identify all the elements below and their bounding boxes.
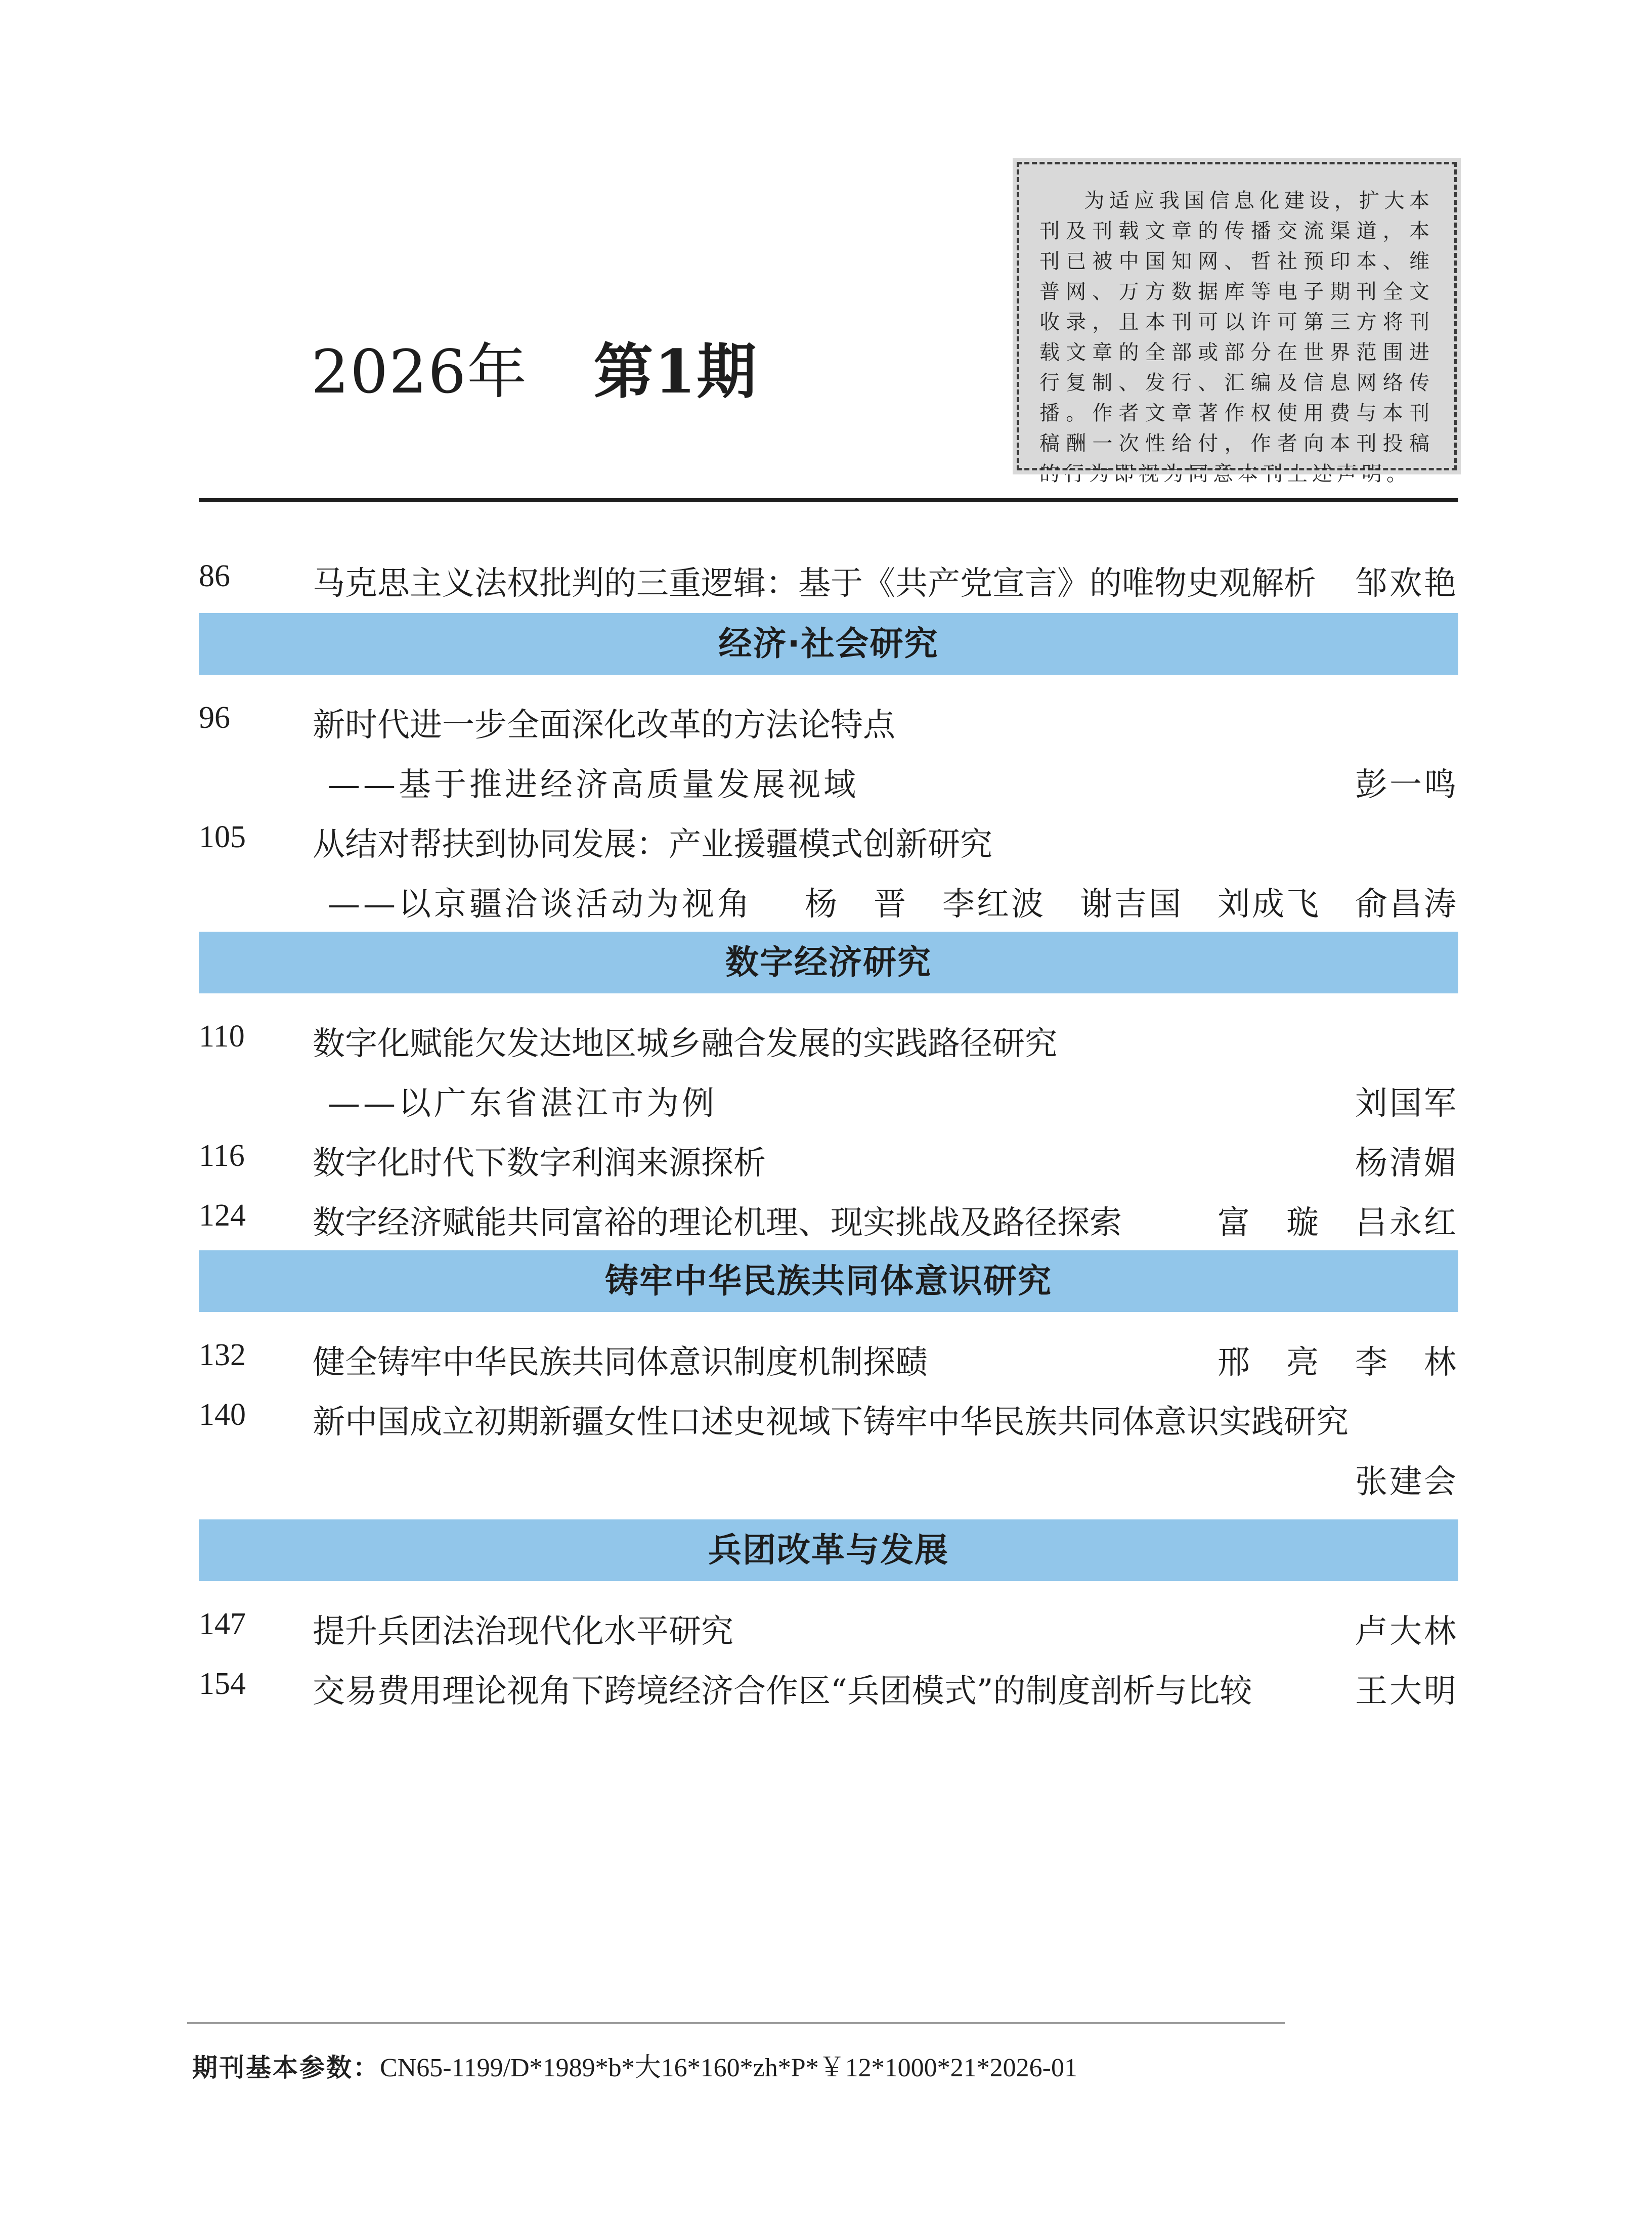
- section-heading: 数字经济研究: [199, 932, 1458, 993]
- toc-entry[interactable]: [199, 1325, 1458, 1385]
- issue-title: [311, 324, 757, 410]
- article-author: 刘国军: [1355, 1085, 1458, 1122]
- page-number: 147: [199, 1607, 246, 1641]
- toc-entry-subtitle: [199, 1066, 1458, 1126]
- toc-entry[interactable]: [199, 546, 1458, 608]
- article-author: 卢大林: [1355, 1613, 1458, 1650]
- journal-parameters: [192, 2046, 1077, 2084]
- toc-entry[interactable]: [199, 1186, 1458, 1245]
- section-heading: 兵团改革与发展: [199, 1519, 1458, 1581]
- article-author: 杨 晋 李红波 谢吉国 刘成飞 俞昌涛: [805, 886, 1458, 923]
- parameters-value: CN65-1199/D*1989*b*大16*160*zh*P*￥12*1000*21*2026-01: [380, 2054, 1077, 2082]
- toc-entry[interactable]: [199, 1126, 1458, 1186]
- issue-number: 第1期: [593, 336, 758, 407]
- article-subtitle: ——基于推进经济高质量发展视域: [328, 766, 859, 804]
- toc-entry[interactable]: [199, 688, 1458, 748]
- article-subtitle: ——以京疆洽谈活动为视角: [328, 886, 753, 923]
- page-number: 154: [199, 1667, 246, 1701]
- article-title[interactable]: 新中国成立初期新疆女性口述史视域下铸牢中华民族共同体意识实践研究: [313, 1404, 1349, 1441]
- article-author: 富 璇 吕永红: [1218, 1204, 1458, 1242]
- article-title[interactable]: 从结对帮扶到协同发展：产业援疆模式创新研究: [313, 826, 992, 863]
- article-author: 王大明: [1355, 1673, 1458, 1710]
- header-divider: [199, 498, 1458, 502]
- parameters-label: 期刊基本参数：: [192, 2053, 380, 2082]
- article-title[interactable]: 新时代进一步全面深化改革的方法论特点: [313, 707, 895, 744]
- footer-divider: [187, 2022, 1285, 2024]
- toc-entry[interactable]: [199, 1654, 1458, 1714]
- toc-entry-author-line: [199, 1445, 1458, 1504]
- section-heading: 铸牢中华民族共同体意识研究: [199, 1250, 1458, 1312]
- page-number: 110: [199, 1019, 245, 1054]
- article-title[interactable]: 交易费用理论视角下跨境经济合作区“兵团模式”的制度剖析与比较: [313, 1673, 1252, 1710]
- page-number: 124: [199, 1198, 246, 1233]
- article-subtitle: ——以广东省湛江市为例: [328, 1085, 717, 1122]
- article-author: 邹欢艳: [1355, 565, 1458, 602]
- page-number: 96: [199, 701, 230, 735]
- toc-entry[interactable]: [199, 807, 1458, 867]
- toc-entry[interactable]: [199, 1385, 1458, 1445]
- page-number: 140: [199, 1398, 246, 1432]
- section-heading: 经济·社会研究: [199, 613, 1458, 675]
- copyright-notice: [1017, 162, 1457, 486]
- article-author: 杨清媚: [1355, 1145, 1458, 1182]
- article-title[interactable]: 健全铸牢中华民族共同体意识制度机制探赜: [313, 1344, 928, 1381]
- article-author: 张建会: [1355, 1463, 1458, 1501]
- article-title[interactable]: 提升兵团法治现代化水平研究: [313, 1613, 733, 1650]
- issue-year: 2026年: [311, 337, 528, 407]
- toc-entry[interactable]: [199, 1594, 1458, 1654]
- article-title[interactable]: 数字化赋能欠发达地区城乡融合发展的实践路径研究: [313, 1025, 1057, 1063]
- page-number: 105: [199, 820, 246, 854]
- copyright-notice-text: 为适应我国信息化建设，扩大本刊及刊载文章的传播交流渠道，本刊已被中国知网、哲社预印本、维普网、万方数据库等电子期刊全文收录，且本刊可以许可第三方将刊载文章的全部或部分在世界范围进行复制、发行、汇编及信息网络传播。作者文章著作权使用费与本刊稿酬一次性给付，作者向本刊投稿的行为即视为同意本刊上述声明。: [1039, 189, 1434, 486]
- article-author: 彭一鸣: [1355, 766, 1458, 804]
- article-title[interactable]: 数字化时代下数字利润来源探析: [313, 1145, 766, 1182]
- page-number: 132: [199, 1338, 246, 1372]
- toc-entry-subtitle: [199, 867, 1458, 927]
- article-author: 邢 亮 李 林: [1218, 1344, 1458, 1381]
- page-number: 86: [199, 559, 230, 593]
- toc-entry[interactable]: [199, 1007, 1458, 1066]
- table-of-contents: [199, 546, 1458, 1714]
- article-title[interactable]: 马克思主义法权批判的三重逻辑：基于《共产党宣言》的唯物史观解析: [313, 565, 1316, 602]
- toc-entry-subtitle: [199, 748, 1458, 807]
- article-title[interactable]: 数字经济赋能共同富裕的理论机理、现实挑战及路径探索: [313, 1204, 1122, 1242]
- page-number: 116: [199, 1139, 245, 1173]
